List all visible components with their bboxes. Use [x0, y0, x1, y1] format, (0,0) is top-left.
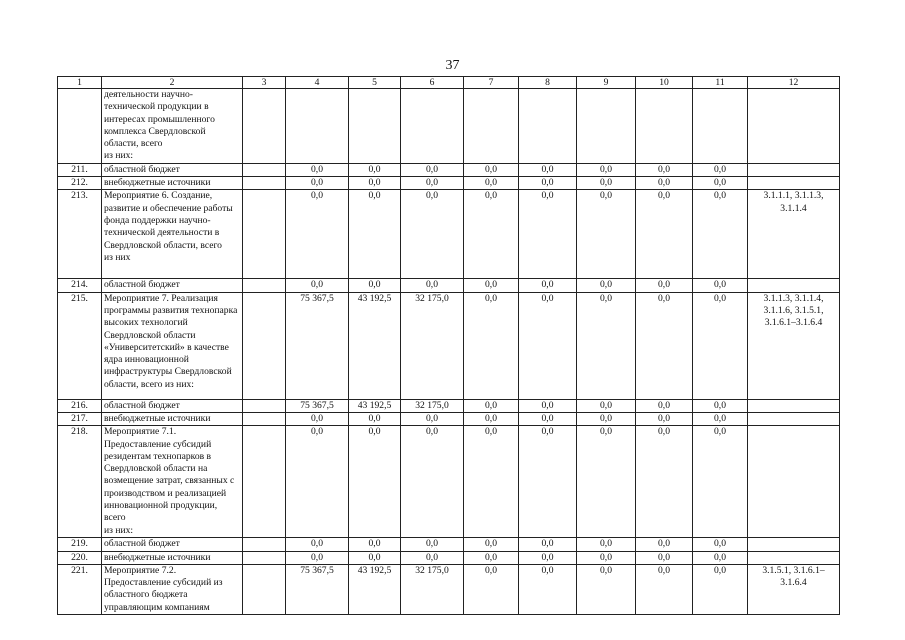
row-number: 217. — [58, 412, 102, 425]
row-name: областной бюджет — [102, 163, 243, 176]
col-5-value: 0,0 — [349, 538, 401, 551]
col-9-value: 0,0 — [577, 163, 636, 176]
col-6-value: 0,0 — [401, 163, 464, 176]
col-8-value: 0,0 — [519, 279, 577, 292]
col-4-value: 0,0 — [286, 538, 349, 551]
header-cell: 9 — [577, 77, 636, 89]
col-4-value: 75 367,5 — [286, 399, 349, 412]
col-12-codes: 3.1.1.3, 3.1.1.4, 3.1.1.6, 3.1.5.1, 3.1.6.1–3.1.6.4 — [748, 292, 840, 399]
table-row — [58, 564, 840, 614]
col-12-codes — [748, 412, 840, 425]
col-4-value: 0,0 — [286, 412, 349, 425]
col-4-value: 0,0 — [286, 163, 349, 176]
col-10-value — [636, 89, 693, 164]
col-12-codes — [748, 89, 840, 164]
col-10-value: 0,0 — [636, 190, 693, 279]
table-row — [58, 292, 840, 399]
col-7-value: 0,0 — [464, 279, 519, 292]
col-7-value — [464, 89, 519, 164]
table-row — [58, 551, 840, 564]
col-12-codes — [748, 551, 840, 564]
col-9-value: 0,0 — [577, 426, 636, 538]
header-row — [58, 77, 840, 89]
col-4-value: 0,0 — [286, 279, 349, 292]
col-5-value: 0,0 — [349, 163, 401, 176]
col-10-value: 0,0 — [636, 564, 693, 614]
col-3-value — [243, 279, 286, 292]
col-3-value — [243, 412, 286, 425]
col-11-value: 0,0 — [693, 292, 748, 399]
col-8-value: 0,0 — [519, 551, 577, 564]
col-4-value — [286, 89, 349, 164]
col-11-value — [693, 89, 748, 164]
col-10-value: 0,0 — [636, 426, 693, 538]
col-9-value: 0,0 — [577, 564, 636, 614]
col-5-value: 0,0 — [349, 426, 401, 538]
col-9-value: 0,0 — [577, 412, 636, 425]
col-12-codes — [748, 163, 840, 176]
col-11-value: 0,0 — [693, 551, 748, 564]
col-6-value: 0,0 — [401, 279, 464, 292]
col-10-value: 0,0 — [636, 177, 693, 190]
col-6-value: 0,0 — [401, 190, 464, 279]
row-number: 219. — [58, 538, 102, 551]
header-cell: 1 — [58, 77, 102, 89]
col-11-value: 0,0 — [693, 279, 748, 292]
col-9-value: 0,0 — [577, 292, 636, 399]
col-6-value: 32 175,0 — [401, 292, 464, 399]
col-8-value: 0,0 — [519, 292, 577, 399]
col-7-value: 0,0 — [464, 538, 519, 551]
col-4-value: 0,0 — [286, 190, 349, 279]
col-10-value: 0,0 — [636, 412, 693, 425]
col-11-value: 0,0 — [693, 177, 748, 190]
col-12-codes: 3.1.5.1, 3.1.6.1–3.1.6.4 — [748, 564, 840, 614]
header-cell: 2 — [102, 77, 243, 89]
col-12-codes — [748, 538, 840, 551]
col-8-value: 0,0 — [519, 190, 577, 279]
table-row — [58, 177, 840, 190]
col-3-value — [243, 190, 286, 279]
table-row — [58, 163, 840, 176]
header-cell: 8 — [519, 77, 577, 89]
row-number: 216. — [58, 399, 102, 412]
table-row — [58, 399, 840, 412]
col-3-value — [243, 89, 286, 164]
col-4-value: 75 367,5 — [286, 564, 349, 614]
col-12-codes — [748, 426, 840, 538]
row-number: 211. — [58, 163, 102, 176]
row-name: Мероприятие 7. Реализация программы развития технопарка высоких технологий Свердловской области «Университетский» в качестве ядра инновационной инфраструктуры Свердловской области, всего из них: — [102, 292, 243, 399]
table-row — [58, 190, 840, 279]
row-name: внебюджетные источники — [102, 177, 243, 190]
col-9-value: 0,0 — [577, 177, 636, 190]
col-5-value: 43 192,5 — [349, 292, 401, 399]
table-row — [58, 538, 840, 551]
col-7-value: 0,0 — [464, 551, 519, 564]
col-7-value: 0,0 — [464, 426, 519, 538]
page-number: 37 — [445, 58, 460, 73]
col-11-value: 0,0 — [693, 412, 748, 425]
row-name: внебюджетные источники — [102, 551, 243, 564]
row-number: 215. — [58, 292, 102, 399]
col-11-value: 0,0 — [693, 190, 748, 279]
col-8-value: 0,0 — [519, 177, 577, 190]
row-name: областной бюджет — [102, 538, 243, 551]
budget-table — [57, 76, 840, 615]
col-8-value: 0,0 — [519, 399, 577, 412]
row-name: областной бюджет — [102, 399, 243, 412]
col-8-value: 0,0 — [519, 163, 577, 176]
row-name: областной бюджет — [102, 279, 243, 292]
row-name: Мероприятие 6. Создание, развитие и обеспечение работы фонда поддержки научно-технической деятельности в Свердловской области, всего из них — [102, 190, 243, 279]
col-6-value — [401, 89, 464, 164]
col-3-value — [243, 292, 286, 399]
col-4-value: 0,0 — [286, 177, 349, 190]
table-row — [58, 89, 840, 164]
col-7-value: 0,0 — [464, 412, 519, 425]
col-4-value: 75 367,5 — [286, 292, 349, 399]
col-8-value: 0,0 — [519, 564, 577, 614]
col-8-value: 0,0 — [519, 412, 577, 425]
col-5-value: 43 192,5 — [349, 564, 401, 614]
header-cell: 6 — [401, 77, 464, 89]
col-9-value: 0,0 — [577, 399, 636, 412]
col-12-codes — [748, 279, 840, 292]
col-9-value: 0,0 — [577, 279, 636, 292]
header-cell: 3 — [243, 77, 286, 89]
col-7-value: 0,0 — [464, 190, 519, 279]
col-6-value: 32 175,0 — [401, 564, 464, 614]
col-3-value — [243, 538, 286, 551]
col-12-codes: 3.1.1.1, 3.1.1.3, 3.1.1.4 — [748, 190, 840, 279]
col-3-value — [243, 163, 286, 176]
col-9-value — [577, 89, 636, 164]
col-10-value: 0,0 — [636, 163, 693, 176]
header-cell: 5 — [349, 77, 401, 89]
col-10-value: 0,0 — [636, 551, 693, 564]
header-cell: 11 — [693, 77, 748, 89]
col-9-value: 0,0 — [577, 190, 636, 279]
col-8-value: 0,0 — [519, 538, 577, 551]
col-3-value — [243, 399, 286, 412]
col-9-value: 0,0 — [577, 538, 636, 551]
col-11-value: 0,0 — [693, 564, 748, 614]
col-6-value: 0,0 — [401, 551, 464, 564]
col-7-value: 0,0 — [464, 399, 519, 412]
col-6-value: 0,0 — [401, 426, 464, 538]
col-5-value: 0,0 — [349, 412, 401, 425]
col-3-value — [243, 564, 286, 614]
row-number: 221. — [58, 564, 102, 614]
row-number: 220. — [58, 551, 102, 564]
col-5-value: 0,0 — [349, 177, 401, 190]
col-11-value: 0,0 — [693, 538, 748, 551]
header-cell: 7 — [464, 77, 519, 89]
col-6-value: 0,0 — [401, 412, 464, 425]
col-11-value: 0,0 — [693, 399, 748, 412]
col-5-value: 0,0 — [349, 551, 401, 564]
col-10-value: 0,0 — [636, 399, 693, 412]
col-4-value: 0,0 — [286, 426, 349, 538]
row-name: деятельности научно-технической продукции в интересах промышленного комплекса Свердловской области, всего из них: — [102, 89, 243, 164]
col-6-value: 0,0 — [401, 177, 464, 190]
col-7-value: 0,0 — [464, 564, 519, 614]
col-11-value: 0,0 — [693, 163, 748, 176]
col-7-value: 0,0 — [464, 177, 519, 190]
col-5-value: 43 192,5 — [349, 399, 401, 412]
col-7-value: 0,0 — [464, 163, 519, 176]
table-row — [58, 412, 840, 425]
col-5-value — [349, 89, 401, 164]
col-12-codes — [748, 399, 840, 412]
col-4-value: 0,0 — [286, 551, 349, 564]
col-7-value: 0,0 — [464, 292, 519, 399]
col-3-value — [243, 177, 286, 190]
col-6-value: 32 175,0 — [401, 399, 464, 412]
row-name: внебюджетные источники — [102, 412, 243, 425]
row-number: 212. — [58, 177, 102, 190]
row-number: 218. — [58, 426, 102, 538]
header-cell: 12 — [748, 77, 840, 89]
header-cell: 10 — [636, 77, 693, 89]
row-number: 213. — [58, 190, 102, 279]
col-12-codes — [748, 177, 840, 190]
col-3-value — [243, 426, 286, 538]
col-8-value — [519, 89, 577, 164]
col-5-value: 0,0 — [349, 279, 401, 292]
col-5-value: 0,0 — [349, 190, 401, 279]
row-number — [58, 89, 102, 164]
table-row — [58, 426, 840, 538]
col-10-value: 0,0 — [636, 292, 693, 399]
header-cell: 4 — [286, 77, 349, 89]
row-name: Мероприятие 7.2. Предоставление субсидий из областного бюджета управляющим компаниям — [102, 564, 243, 614]
col-6-value: 0,0 — [401, 538, 464, 551]
col-10-value: 0,0 — [636, 279, 693, 292]
col-9-value: 0,0 — [577, 551, 636, 564]
row-number: 214. — [58, 279, 102, 292]
table-row — [58, 279, 840, 292]
row-name: Мероприятие 7.1. Предоставление субсидий резидентам технопарков в Свердловской области на возмещение затрат, связанных с производством и реализацией инновационной продукции, всего из них: — [102, 426, 243, 538]
col-3-value — [243, 551, 286, 564]
col-10-value: 0,0 — [636, 538, 693, 551]
col-11-value: 0,0 — [693, 426, 748, 538]
col-8-value: 0,0 — [519, 426, 577, 538]
